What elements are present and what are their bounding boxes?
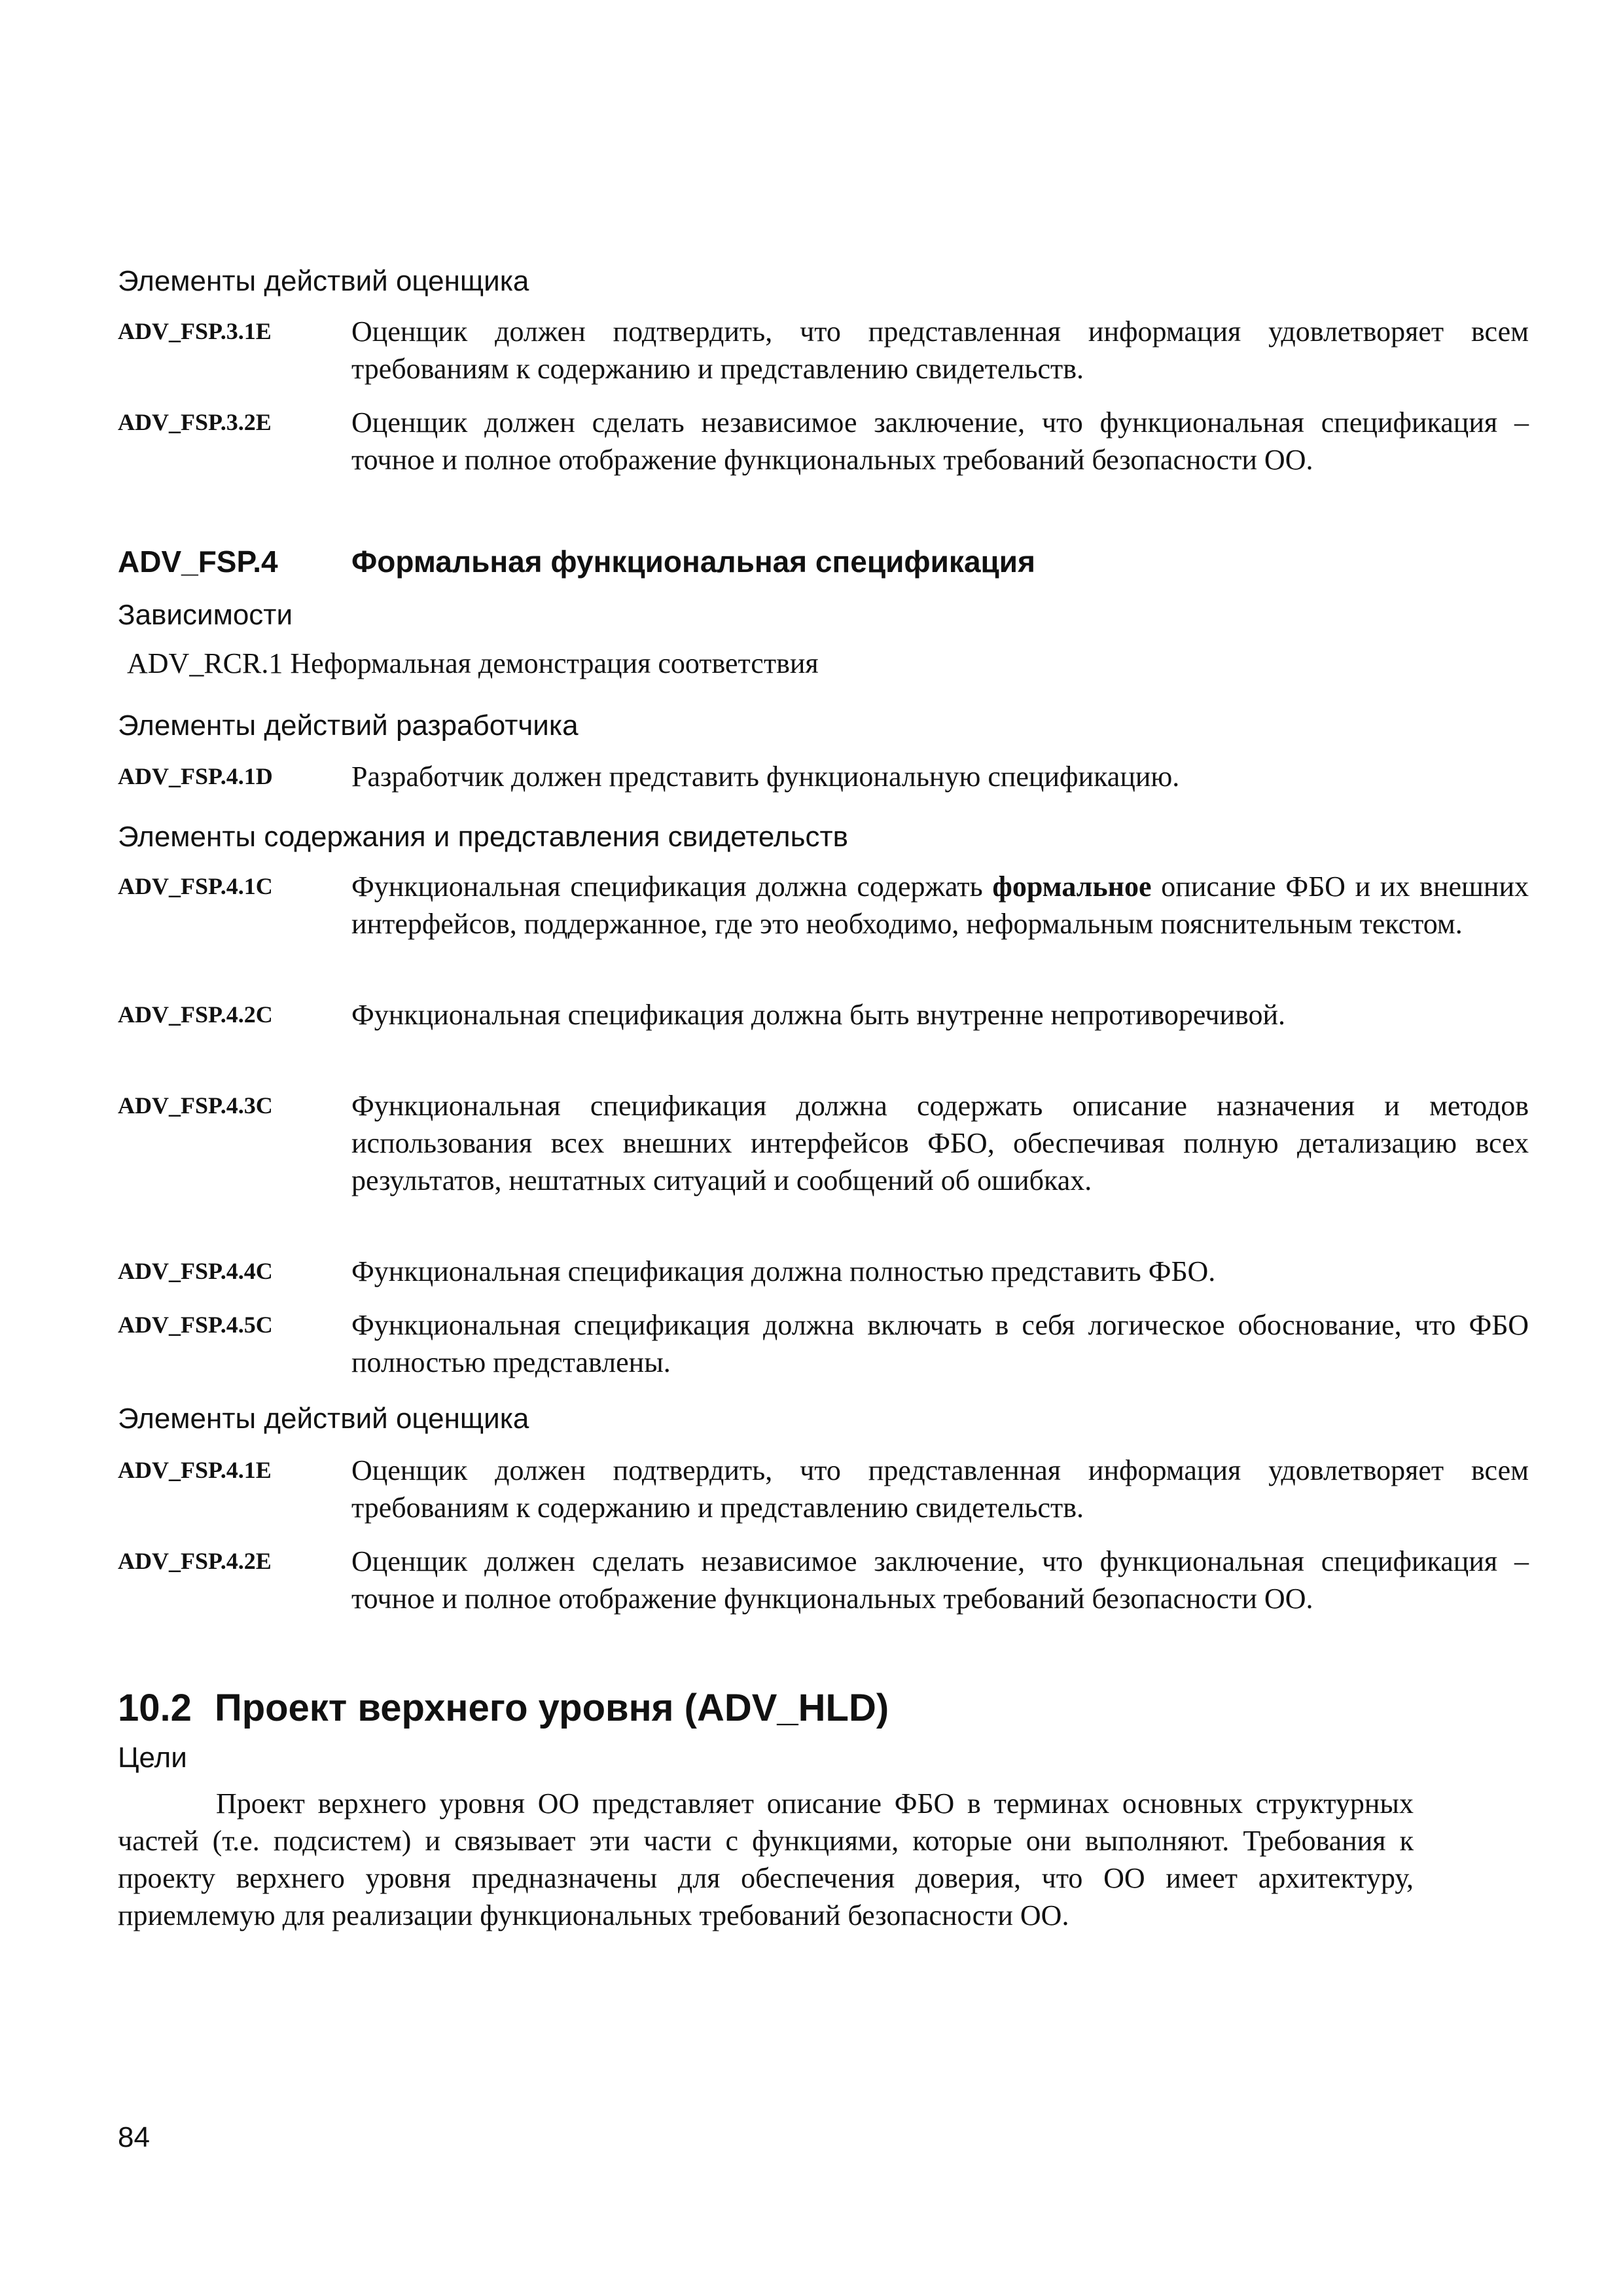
subsection-heading-developer-actions: Элементы действий разработчика	[118, 709, 579, 742]
requirement-adv-fsp-3-1e	[118, 313, 1529, 387]
requirement-code: ADV_FSP.4.2C	[118, 1001, 273, 1028]
requirement-adv-fsp-4-1e	[118, 1452, 1529, 1526]
requirement-code: ADV_FSP.4.4C	[118, 1258, 273, 1284]
requirement-text: Оценщик должен сделать независимое заключение, что функциональная спецификация – точное и полное отображение функциональных требований безопасности ОО.	[351, 1545, 1529, 1615]
requirement-adv-fsp-4-5c	[118, 1306, 1529, 1381]
requirement-text: Оценщик должен сделать независимое заключение, что функциональная спецификация – точное и полное отображение функциональных требований безопасности ОО.	[351, 406, 1529, 476]
subsection-heading-evaluator-actions-fsp4: Элементы действий оценщика	[118, 1403, 529, 1435]
requirement-adv-fsp-4-1d	[118, 758, 1414, 795]
requirement-code: ADV_FSP.3.2E	[118, 409, 272, 435]
requirement-adv-fsp-4-4c	[118, 1253, 1414, 1290]
section-title: Формальная функциональная спецификация	[351, 545, 1035, 579]
goals-paragraph: Проект верхнего уровня ОО представляет описание ФБО в терминах основных структурных частей (т.е. подсистем) и связывает эти части с функциями, которые они выполняют. Требования к проекту верхнего уровня предназначены для обеспечения доверия, что ОО имеет архитектуру, приемлемую для реализации функциональных требований безопасности ОО.	[118, 1787, 1414, 1931]
requirement-text: Оценщик должен подтвердить, что представленная информация удовлетворяет всем требованиям к содержанию и представлению свидетельств.	[351, 1454, 1529, 1524]
requirement-text: Функциональная спецификация должна содержать формальное описание ФБО и их внешних интерфейсов, поддержанное, где это необходимо, неформальным пояснительным текстом.	[351, 870, 1529, 940]
subsection-heading-goals: Цели	[118, 1742, 187, 1774]
section-code: ADV_FSP.4	[118, 545, 278, 579]
chapter-heading	[118, 1685, 889, 1731]
emphasis-formal: формальное	[992, 870, 1152, 903]
subsection-heading-content-elements: Элементы содержания и представления свидетельств	[118, 821, 849, 853]
chapter-number: 10.2	[118, 1687, 192, 1729]
page-number: 84	[118, 2121, 150, 2153]
dependency-text: ADV_RCR.1 Неформальная демонстрация соответствия	[127, 647, 819, 679]
requirement-adv-fsp-4-2e	[118, 1543, 1529, 1655]
requirement-text: Функциональная спецификация должна полностью представить ФБО.	[351, 1255, 1216, 1287]
subsection-heading-dependencies: Зависимости	[118, 599, 293, 631]
requirement-adv-fsp-4-2c	[118, 996, 1414, 1071]
requirement-text: Разработчик должен представить функциональную спецификацию.	[351, 761, 1180, 793]
chapter-title: Проект верхнего уровня (ADV_HLD)	[215, 1687, 889, 1729]
requirement-code: ADV_FSP.4.5C	[118, 1312, 273, 1338]
requirement-code: ADV_FSP.4.2E	[118, 1548, 272, 1574]
requirement-adv-fsp-4-1c	[118, 868, 1529, 980]
requirement-adv-fsp-4-3c	[118, 1087, 1529, 1236]
subsection-heading-evaluator-actions: Элементы действий оценщика	[118, 265, 529, 297]
requirement-code: ADV_FSP.3.1E	[118, 318, 272, 344]
requirement-text: Оценщик должен подтвердить, что представленная информация удовлетворяет всем требованиям к содержанию и представлению свидетельств.	[351, 315, 1529, 385]
requirement-adv-fsp-3-2e	[118, 404, 1529, 516]
requirement-code: ADV_FSP.4.1E	[118, 1457, 272, 1483]
requirement-code: ADV_FSP.4.1C	[118, 873, 273, 899]
requirement-text: Функциональная спецификация должна включать в себя логическое обоснование, что ФБО полностью представлены.	[351, 1309, 1529, 1378]
requirement-text: Функциональная спецификация должна быть внутренне непротиворечивой.	[351, 999, 1286, 1031]
requirement-code: ADV_FSP.4.1D	[118, 763, 273, 789]
section-heading-adv-fsp-4	[118, 543, 1035, 580]
requirement-text: Функциональная спецификация должна содержать описание назначения и методов использования всех внешних интерфейсов ФБО, обеспечивая полную детализацию всех результатов, нештатных ситуаций и сообщений об ошибках.	[351, 1090, 1529, 1196]
requirement-code: ADV_FSP.4.3C	[118, 1092, 273, 1119]
